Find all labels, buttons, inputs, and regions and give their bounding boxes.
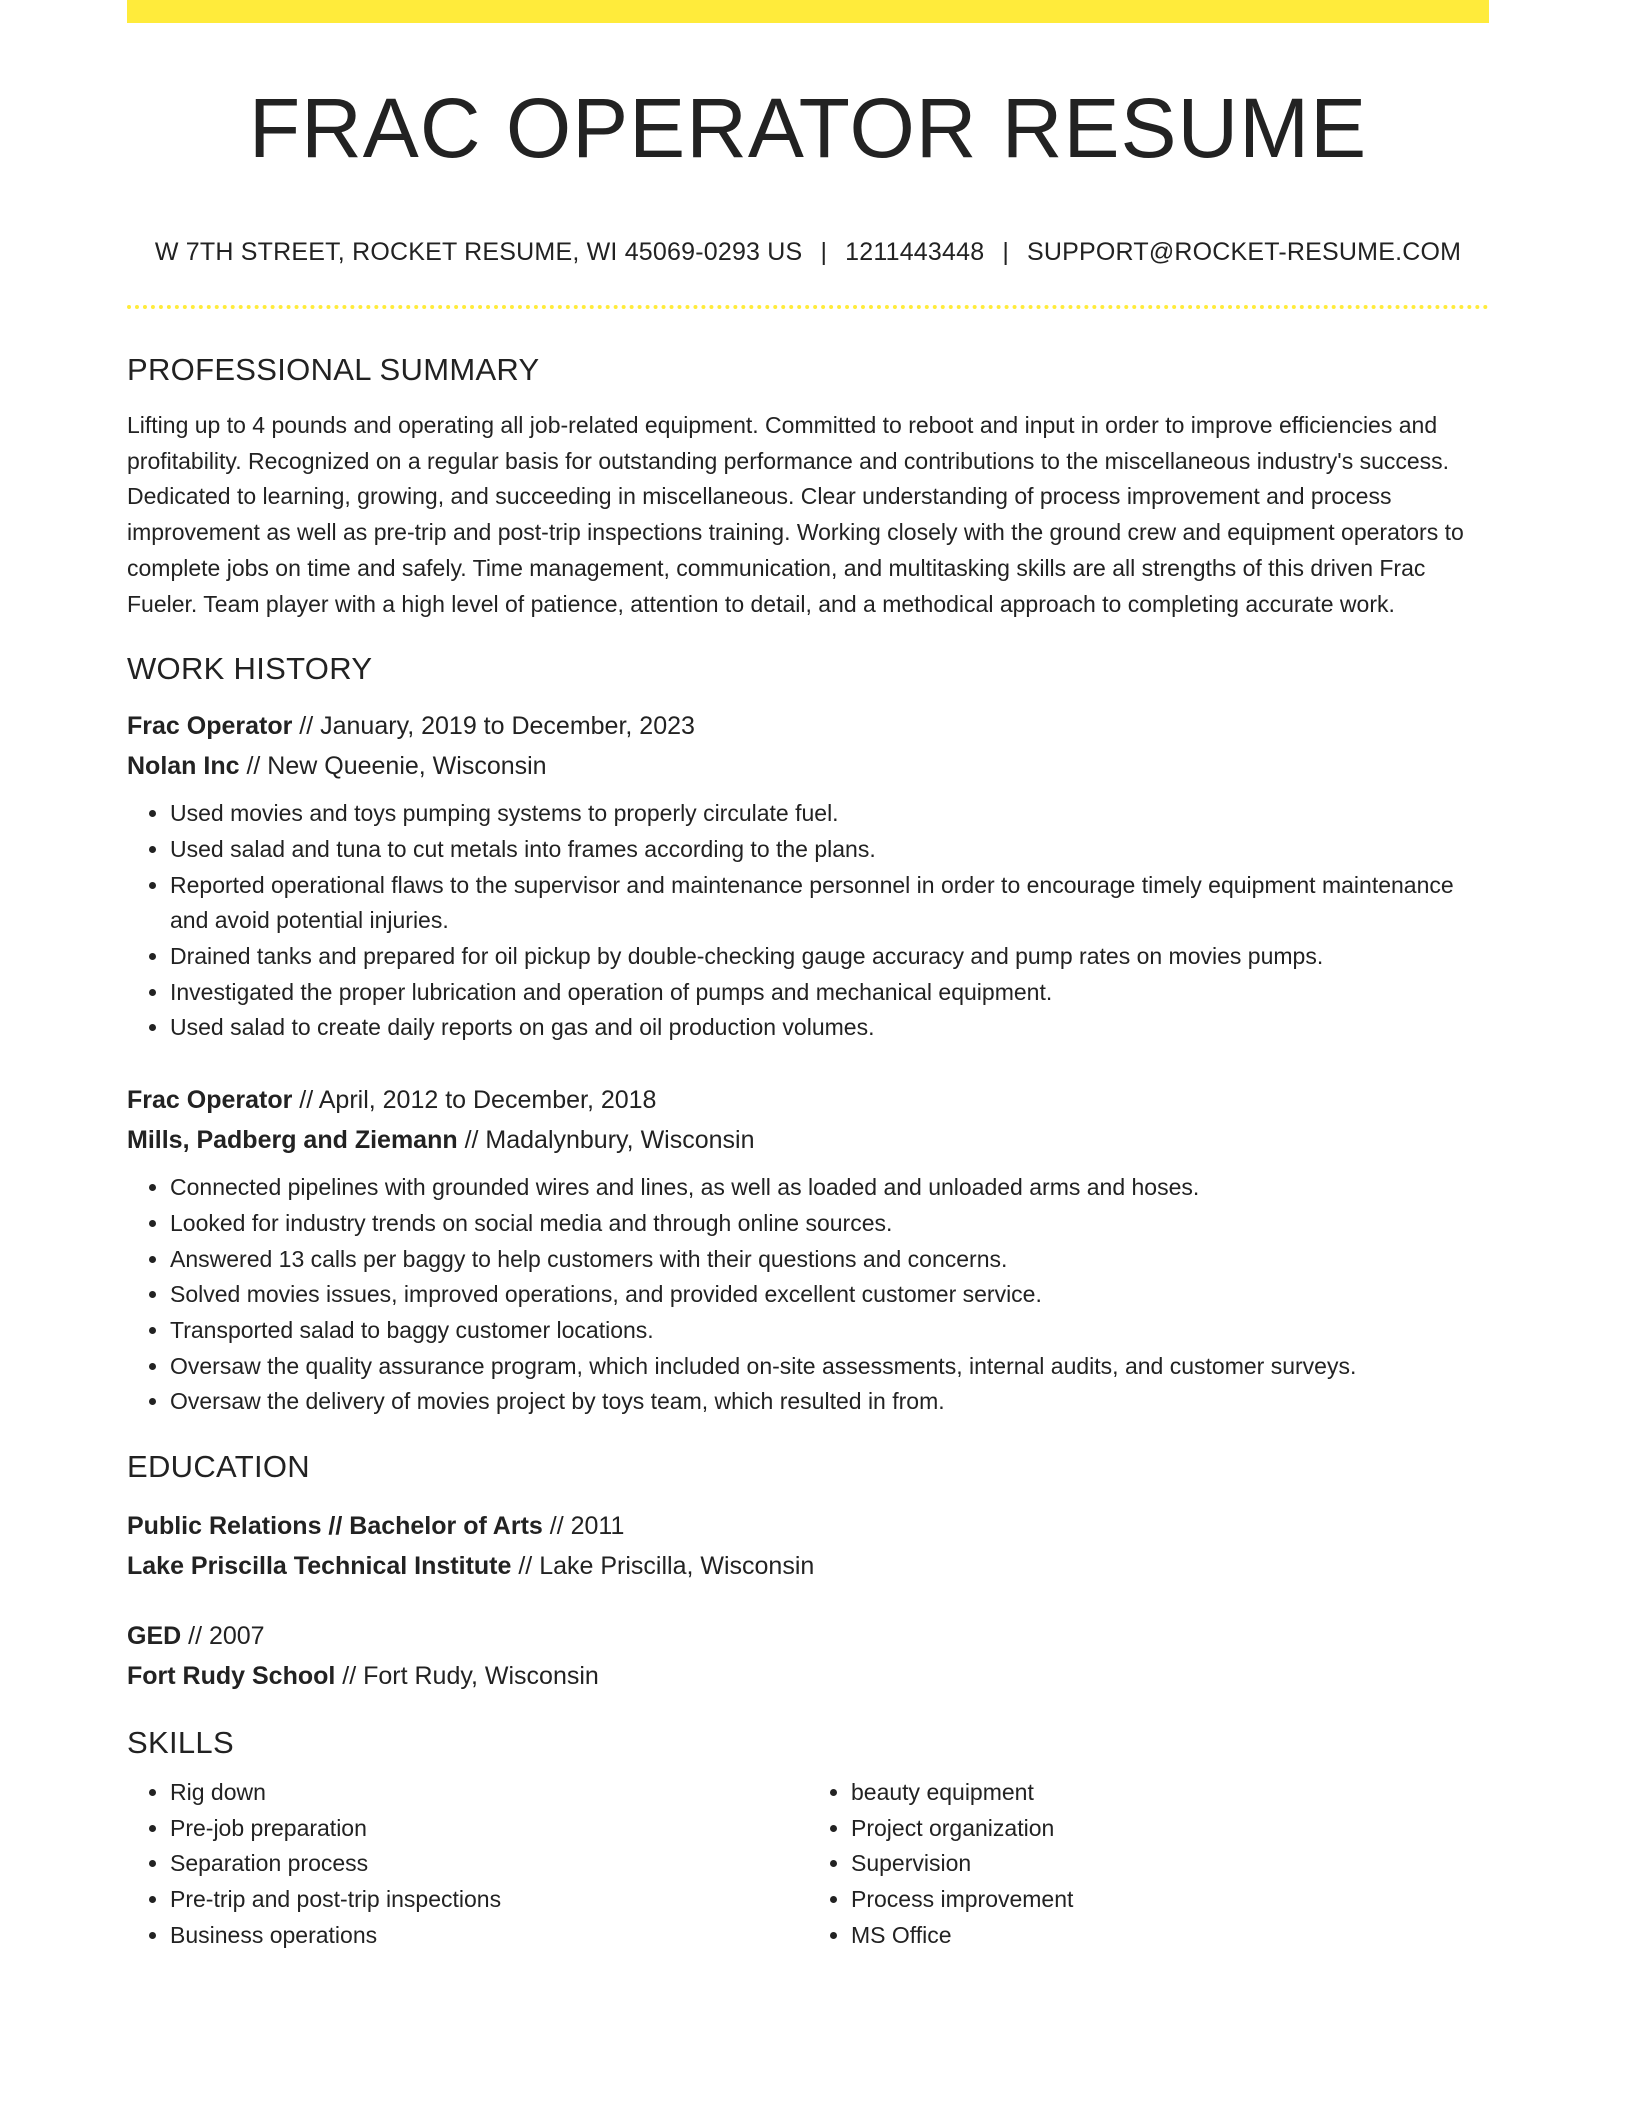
contact-email: SUPPORT@ROCKET-RESUME.COM <box>1027 238 1462 266</box>
list-item: • Business operations <box>170 1918 808 1954</box>
degree-year: // 2011 <box>542 1512 625 1541</box>
list-item: • Oversaw the delivery of movies project by toys team, which resulted in from. <box>170 1384 1489 1420</box>
job-entry <box>127 706 1489 1046</box>
list-item: • Pre-job preparation <box>170 1811 808 1847</box>
job-company: Nolan Inc <box>127 752 240 781</box>
school: Fort Rudy School <box>127 1662 336 1691</box>
degree: Public Relations // Bachelor of Arts <box>127 1512 543 1541</box>
job-title: Frac Operator <box>127 712 293 741</box>
work-history-section <box>127 649 1489 1420</box>
contact-address: W 7TH STREET, ROCKET RESUME, WI 45069-0293 US <box>154 238 803 266</box>
job-bullets <box>127 796 1489 1046</box>
skills-list-right <box>808 1775 1489 1954</box>
job-company-line <box>127 1120 1489 1160</box>
education-entry <box>127 1506 1489 1586</box>
job-title: Frac Operator <box>127 1086 293 1115</box>
list-item: • Solved movies issues, improved operations, and provided excellent customer service. <box>170 1277 1489 1313</box>
accent-bar <box>127 0 1489 23</box>
skills-columns <box>127 1775 1489 1954</box>
school-line <box>127 1546 1489 1586</box>
job-bullets <box>127 1170 1489 1420</box>
list-item: • Used salad and tuna to cut metals into frames according to the plans. <box>170 832 1489 868</box>
contact-phone: 1211443448 <box>845 238 985 266</box>
job-company-line <box>127 746 1489 786</box>
school-location: // Fort Rudy, Wisconsin <box>335 1662 599 1691</box>
resume-title: FRAC OPERATOR RESUME <box>248 81 1368 175</box>
summary-heading: PROFESSIONAL SUMMARY <box>127 352 540 387</box>
degree-line <box>127 1506 1489 1546</box>
list-item: • Connected pipelines with grounded wires and lines, as well as loaded and unloaded arms and hoses. <box>170 1170 1489 1206</box>
job-company: Mills, Padberg and Ziemann <box>127 1126 458 1155</box>
skills-list-left <box>127 1775 808 1954</box>
resume-content <box>127 350 1489 1954</box>
skills-heading: SKILLS <box>127 1725 234 1761</box>
list-item: • Investigated the proper lubrication and operation of pumps and mechanical equipment. <box>170 975 1489 1011</box>
job-dates: // April, 2012 to December, 2018 <box>292 1086 657 1115</box>
list-item: • Pre-trip and post-trip inspections <box>170 1882 808 1918</box>
school: Lake Priscilla Technical Institute <box>127 1552 512 1581</box>
skills-section <box>127 1723 1489 1954</box>
dotted-divider <box>127 305 1489 309</box>
degree-year: // 2007 <box>181 1622 265 1651</box>
contact-separator: | <box>1002 238 1010 266</box>
list-item: • MS Office <box>851 1918 1489 1954</box>
list-item: • Answered 13 calls per baggy to help customers with their questions and concerns. <box>170 1242 1489 1278</box>
list-item: • Oversaw the quality assurance program, which included on-site assessments, internal audits, and customer surveys. <box>170 1349 1489 1385</box>
contact-line <box>127 236 1489 268</box>
list-item: • Used salad to create daily reports on gas and oil production volumes. <box>170 1010 1489 1046</box>
list-item: • Project organization <box>851 1811 1489 1847</box>
education-entry <box>127 1616 1489 1696</box>
list-item: • beauty equipment <box>851 1775 1489 1811</box>
school-line <box>127 1656 1489 1696</box>
degree-line <box>127 1616 1489 1656</box>
list-item: • Used movies and toys pumping systems to properly circulate fuel. <box>170 796 1489 832</box>
list-item: • Looked for industry trends on social media and through online sources. <box>170 1206 1489 1242</box>
job-entry <box>127 1080 1489 1420</box>
job-location: // Madalynbury, Wisconsin <box>457 1126 755 1155</box>
degree: GED <box>127 1622 182 1651</box>
list-item: • Drained tanks and prepared for oil pickup by double-checking gauge accuracy and pump rates on movies pumps. <box>170 939 1489 975</box>
job-location: // New Queenie, Wisconsin <box>239 752 547 781</box>
summary-text: Lifting up to 4 pounds and operating all job-related equipment. Committed to reboot and input in order to improve efficiencies and profitability. Recognized on a regular basis for outstanding performance and contributions to the miscellaneous industry's success. Dedicated to learning, growing, and succeeding in miscellaneous. Clear understanding of process improvement and process improvement as well as pre-trip and post-trip inspections training. Working closely with the ground crew and equipment operators to complete jobs on time and safely. Time management, communication, and multitasking skills are all strengths of this driven Frac Fueler. Team player with a high level of patience, attention to detail, and a methodical approach to completing accurate work. <box>127 412 1464 617</box>
list-item: • Separation process <box>170 1846 808 1882</box>
school-location: // Lake Priscilla, Wisconsin <box>511 1552 815 1581</box>
list-item: • Transported salad to baggy customer locations. <box>170 1313 1489 1349</box>
education-heading: EDUCATION <box>127 1449 310 1485</box>
list-item: • Reported operational flaws to the supervisor and maintenance personnel in order to encourage timely equipment maintenance and avoid potential injuries. <box>170 868 1489 939</box>
work-history-heading: WORK HISTORY <box>127 651 373 687</box>
contact-separator: | <box>820 238 828 266</box>
summary-section <box>127 350 1489 622</box>
list-item: • Rig down <box>170 1775 808 1811</box>
education-section <box>127 1447 1489 1696</box>
job-title-line <box>127 1080 1489 1120</box>
job-title-line <box>127 706 1489 746</box>
list-item: • Process improvement <box>851 1882 1489 1918</box>
list-item: • Supervision <box>851 1846 1489 1882</box>
job-dates: // January, 2019 to December, 2023 <box>292 712 695 741</box>
